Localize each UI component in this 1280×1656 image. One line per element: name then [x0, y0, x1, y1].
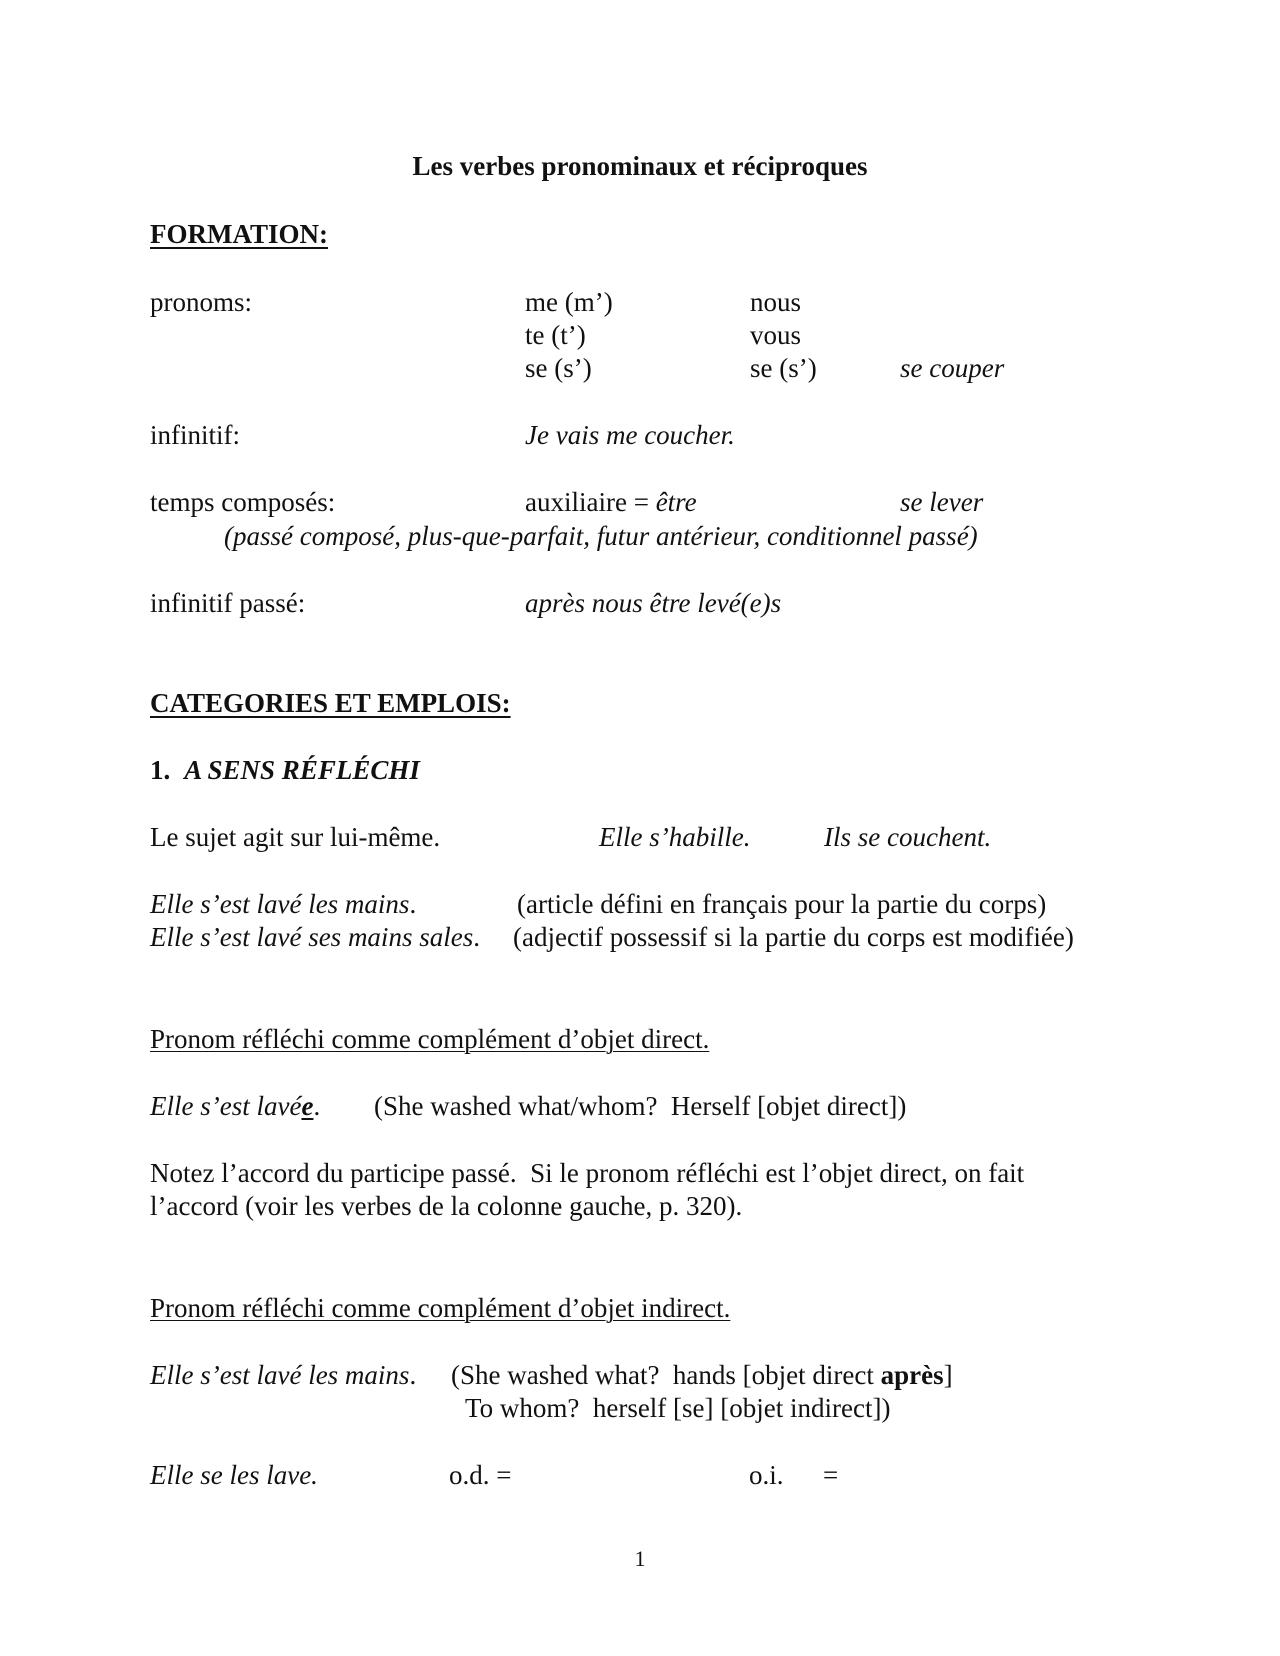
pronoun-plural-2: vous — [750, 320, 802, 350]
temps-composes-example: se lever — [900, 487, 984, 517]
section-1-heading — [150, 754, 420, 786]
direct-object-example-punct: . — [313, 1091, 321, 1121]
pronoun-example: Elle se les lave. — [150, 1460, 318, 1490]
direct-object-example-stem: Elle s’est lavé — [150, 1091, 302, 1121]
infinitif-label: infinitif: — [150, 420, 240, 450]
section-1-number: 1. — [150, 755, 171, 785]
body-part-note-1: (article défini en français pour la partie du corps) — [517, 889, 1047, 919]
pronoun-plural-1: nous — [750, 287, 802, 317]
auxiliaire-prefix: auxiliaire = — [525, 487, 656, 517]
indirect-object-gloss — [451, 1359, 953, 1391]
section-1-example-2: Ils se couchent. — [824, 822, 992, 852]
infinitif-passe-label: infinitif passé: — [150, 588, 306, 618]
direct-object-example — [150, 1090, 320, 1122]
pronoun-plural-3: se (s’) — [750, 353, 817, 383]
temps-composes-label: temps composés: — [150, 487, 336, 517]
auxiliaire-line — [525, 486, 697, 518]
oi-equals: = — [823, 1460, 839, 1490]
oi-label: o.i. — [749, 1460, 784, 1490]
direct-object-heading: Pronom réfléchi comme complément d’objet direct. — [150, 1024, 710, 1054]
auxiliaire-value: être — [655, 487, 697, 517]
indirect-object-gloss-bold: après — [880, 1360, 944, 1390]
pronoms-example: se couper — [900, 353, 1005, 383]
temps-composes-note: (passé composé, plus-que-parfait, futur antérieur, conditionnel passé) — [224, 521, 978, 551]
body-part-example-2-text: Elle s’est lavé ses mains sales — [150, 922, 474, 952]
body-part-example-1-punct: . — [409, 889, 417, 919]
infinitif-example: Je vais me coucher. — [525, 420, 735, 450]
body-part-example-1-text: Elle s’est lavé les mains — [150, 889, 410, 919]
infinitif-passe-example: après nous être levé(e)s — [525, 588, 782, 618]
categories-heading: CATEGORIES ET EMPLOIS: — [150, 688, 511, 718]
indirect-object-gloss-part-2: ] — [943, 1360, 953, 1390]
pronoun-singular-3: se (s’) — [525, 353, 592, 383]
indirect-object-example — [150, 1359, 416, 1391]
section-1-example-1: Elle s’habille. — [599, 822, 751, 852]
page-number: 1 — [634, 1546, 646, 1571]
body-part-example-1 — [150, 888, 416, 920]
pronoun-singular-2: te (t’) — [525, 320, 586, 350]
body-part-example-2-punct: . — [473, 922, 480, 952]
indirect-object-example-punct: . — [409, 1360, 417, 1390]
direct-object-gloss: (She washed what/whom? Herself [objet direct]) — [374, 1091, 907, 1121]
body-part-note-2: (adjectif possessif si la partie du corps est modifiée) — [513, 922, 1074, 952]
page-title: Les verbes pronominaux et réciproques — [412, 151, 868, 181]
section-1-definition: Le sujet agit sur lui-même. — [150, 822, 441, 852]
pronoun-singular-1: me (m’) — [525, 287, 613, 317]
pronoms-label: pronoms: — [150, 287, 253, 317]
indirect-object-gloss-part-1: (She washed what? hands [objet direct — [451, 1360, 881, 1390]
od-label: o.d. = — [449, 1460, 512, 1490]
direct-object-note-line-2: l’accord (voir les verbes de la colonne gauche, p. 320). — [150, 1191, 743, 1221]
direct-object-example-ending: e — [301, 1091, 314, 1121]
direct-object-note-line-1: Notez l’accord du participe passé. Si le pronom réfléchi est l’objet direct, on fait — [150, 1158, 1025, 1188]
indirect-object-example-text: Elle s’est lavé les mains — [150, 1360, 410, 1390]
indirect-object-gloss-line-2: To whom? herself [se] [objet indirect]) — [465, 1393, 891, 1423]
formation-heading: FORMATION: — [150, 219, 328, 249]
body-part-example-2 — [150, 921, 480, 953]
indirect-object-heading: Pronom réfléchi comme complément d’objet indirect. — [150, 1293, 731, 1323]
section-1-title: A SENS RÉFLÉCHI — [184, 755, 420, 785]
